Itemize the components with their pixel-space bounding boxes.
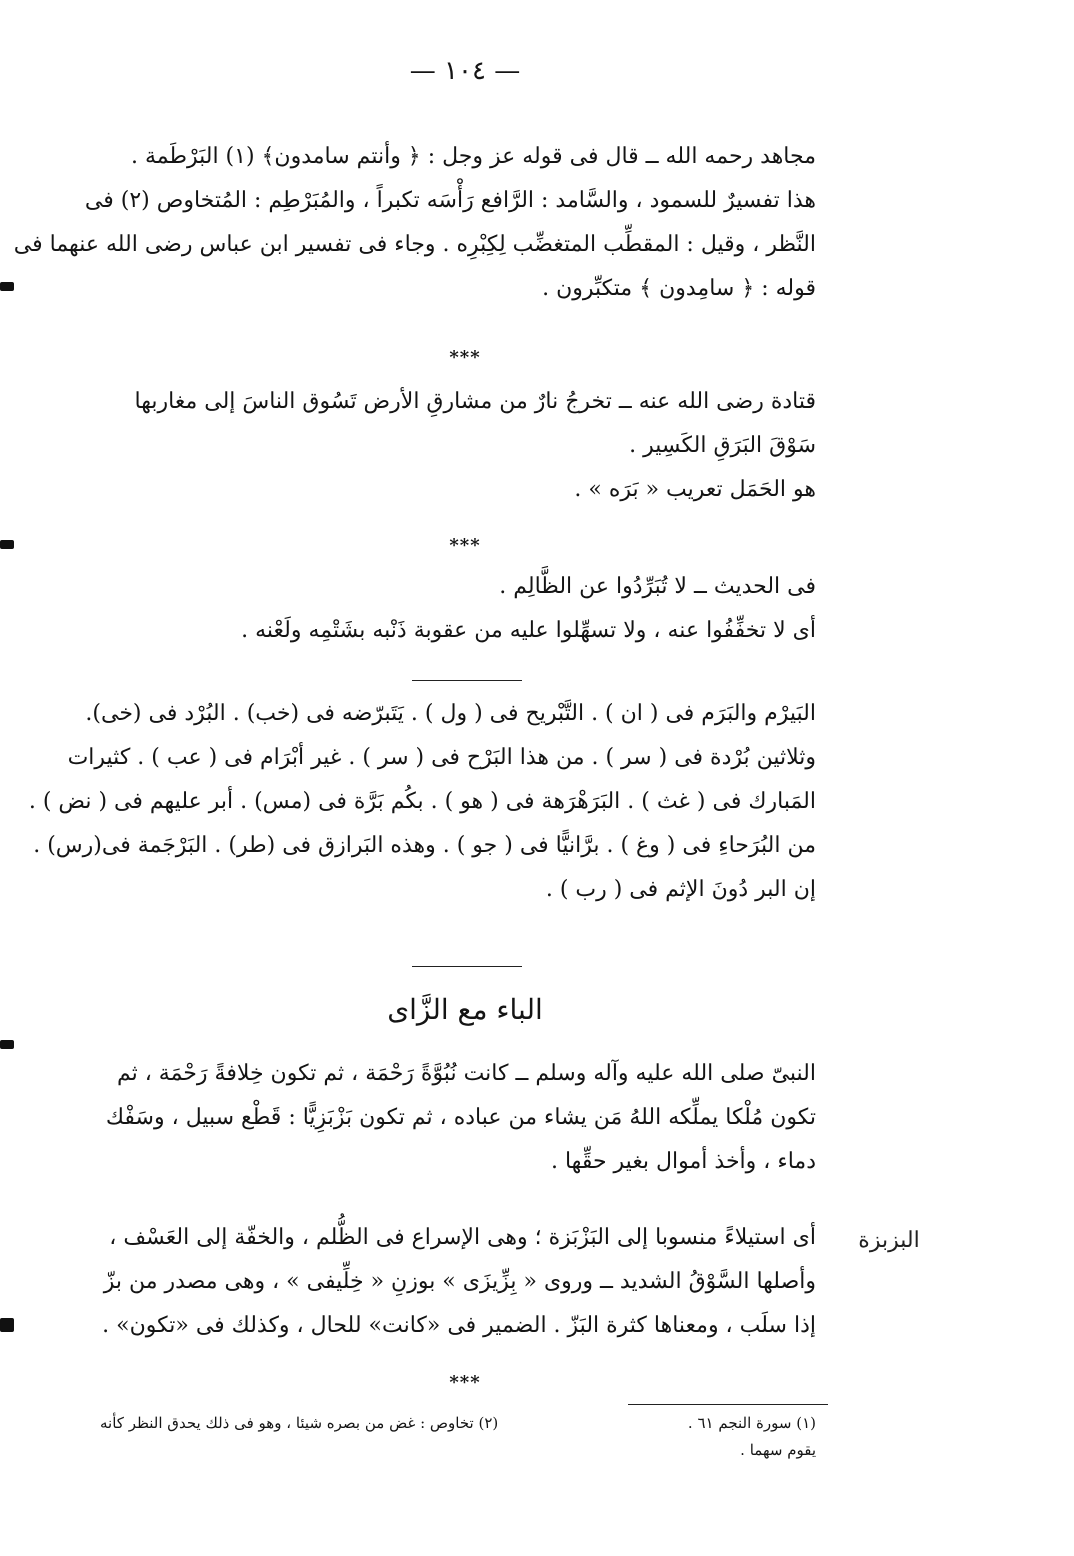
footnote-rule bbox=[628, 1404, 828, 1405]
cross-references bbox=[28, 692, 816, 912]
text-line: من البُرَحاءِ فى ( وغ ) . برَّانيًّا فى ( جو ) . وهذه البَرازق فى (طر) . البَرْجَمة فى(رس) . bbox=[33, 833, 816, 858]
section-separator-stars: *** bbox=[449, 1372, 481, 1393]
text-line: أى استيلاءً منسوبا إلى البَزْبَزة ؛ وهى الإسراع فى الظُّلم ، والخفّة إلى العَسْف ، bbox=[109, 1225, 816, 1250]
entry-qatada bbox=[100, 380, 816, 512]
footnote-2: (٢) تخاوص : غض من بصره شيئا ، وهو فى ذلك يحدق النظر كأنه bbox=[100, 1414, 499, 1432]
chapter-heading: الباء مع الزَّاى bbox=[387, 993, 543, 1026]
text-line: قتادة رضى الله عنه ــ تخرجُ نارٌ من مشارقِ الأرض تَسُوق الناسَ إلى مغاربها bbox=[134, 389, 816, 414]
scan-edge-mark bbox=[0, 1318, 14, 1332]
section-separator-stars: *** bbox=[449, 347, 481, 368]
footnote-1: (١) سورة النجم ٦١ . bbox=[687, 1414, 816, 1432]
text-line: دماء ، وأخذ أموال بغير حقِّها . bbox=[550, 1149, 816, 1174]
text-line: النَّظر ، وقيل : المقطِّب المتغضِّب لِكِبْرِه . وجاء فى تفسير ابن عباس رضى الله عنهما فى bbox=[13, 232, 816, 257]
margin-keyword: البزبزة bbox=[858, 1228, 920, 1253]
text-line: المَبارك فى ( غث ) . البَرَهْرَهة فى ( هو ) . بكُم بَرَّة فى (مس) . أبر عليهم فى ( نض ) . bbox=[28, 789, 816, 814]
entry-hadith-tubarridu bbox=[100, 565, 816, 653]
footnote-row bbox=[100, 1410, 816, 1437]
text-line: هو الحَمَل تعريب « بَرَه » . bbox=[574, 477, 816, 502]
text-line: أى لا تخفِّفُوا عنه ، ولا تسهِّلوا عليه من عقوبة ذَنْبه بشَتْمِه ولَعْنه . bbox=[241, 618, 816, 643]
footnotes bbox=[100, 1410, 816, 1464]
text-line: فى الحديث ــ لا تُبَرِّدُوا عن الظَّالِم . bbox=[499, 574, 816, 599]
divider-rule bbox=[412, 966, 522, 967]
text-line: إذا سلَب ، ومعناها كثرة البَزّ . الضمير فى «كانت» للحال ، وكذلك فى «تكون» . bbox=[102, 1313, 816, 1338]
text-line: وثلاثين بُرْدة فى ( سر ) . من هذا البَرْح فى ( سر ) . غير أبْرَام فى ( عب ) . كثيرات bbox=[67, 745, 816, 770]
divider-rule bbox=[412, 680, 522, 681]
section-separator-stars: *** bbox=[449, 535, 481, 556]
text-line: هذا تفسيرٌ للسمود ، والسَّامد : الرَّافع رَأْسَه تكبراً ، والمُبَرْطِم : المُتخاوص (٢) فى bbox=[84, 188, 816, 213]
scan-edge-mark bbox=[0, 282, 14, 291]
scan-edge-mark bbox=[0, 1040, 14, 1049]
text-line: قوله : ﴿ سامِدون ﴾ متكبِّرون . bbox=[542, 276, 816, 301]
text-line: وأصلها السَّوْقُ الشديد ــ وروى « بِزِّيزَى » بوزنِ « خِلِّيفى » ، وهى مصدر من بزّ bbox=[103, 1269, 816, 1294]
footnote-2-continued: يقوم سهما . bbox=[740, 1441, 816, 1459]
page-number: — ١٠٤ — bbox=[409, 56, 521, 86]
text-line: مجاهد رحمه الله ــ قال فى قوله عز وجل : ﴿ وأنتم سامدون﴾ (١) البَرْطَمة . bbox=[130, 144, 816, 169]
text-line: تكون مُلْكا يملِّكه اللهُ مَن يشاء من عباده ، ثم تكون بَزْبَزِيًّا : قَطْع سبيل ، وسَفْك bbox=[105, 1105, 816, 1130]
text-line: البَيرْم والبَرَم فى ( ان ) . التَّبْريح فى ( ول ) . يَتَبرّضه فى (خب) . البُرْد فى (خى). bbox=[85, 701, 816, 726]
entry-nabi-bazbaza bbox=[100, 1052, 816, 1184]
text-line: النبىّ صلى الله عليه وآله وسلم ــ كانت نُبُوَّةً رَحْمَة ، ثم تكون خِلافةً رَحْمَة ، ثم bbox=[116, 1061, 816, 1086]
entry-mujahid bbox=[13, 135, 816, 311]
scan-edge-mark bbox=[0, 540, 14, 549]
entry-explanation bbox=[100, 1216, 816, 1348]
text-line: سَوْقَ البَرَقِ الكَسِير . bbox=[629, 433, 816, 458]
text-line: إن البر دُونَ الإثم فى ( رب ) . bbox=[545, 877, 816, 902]
